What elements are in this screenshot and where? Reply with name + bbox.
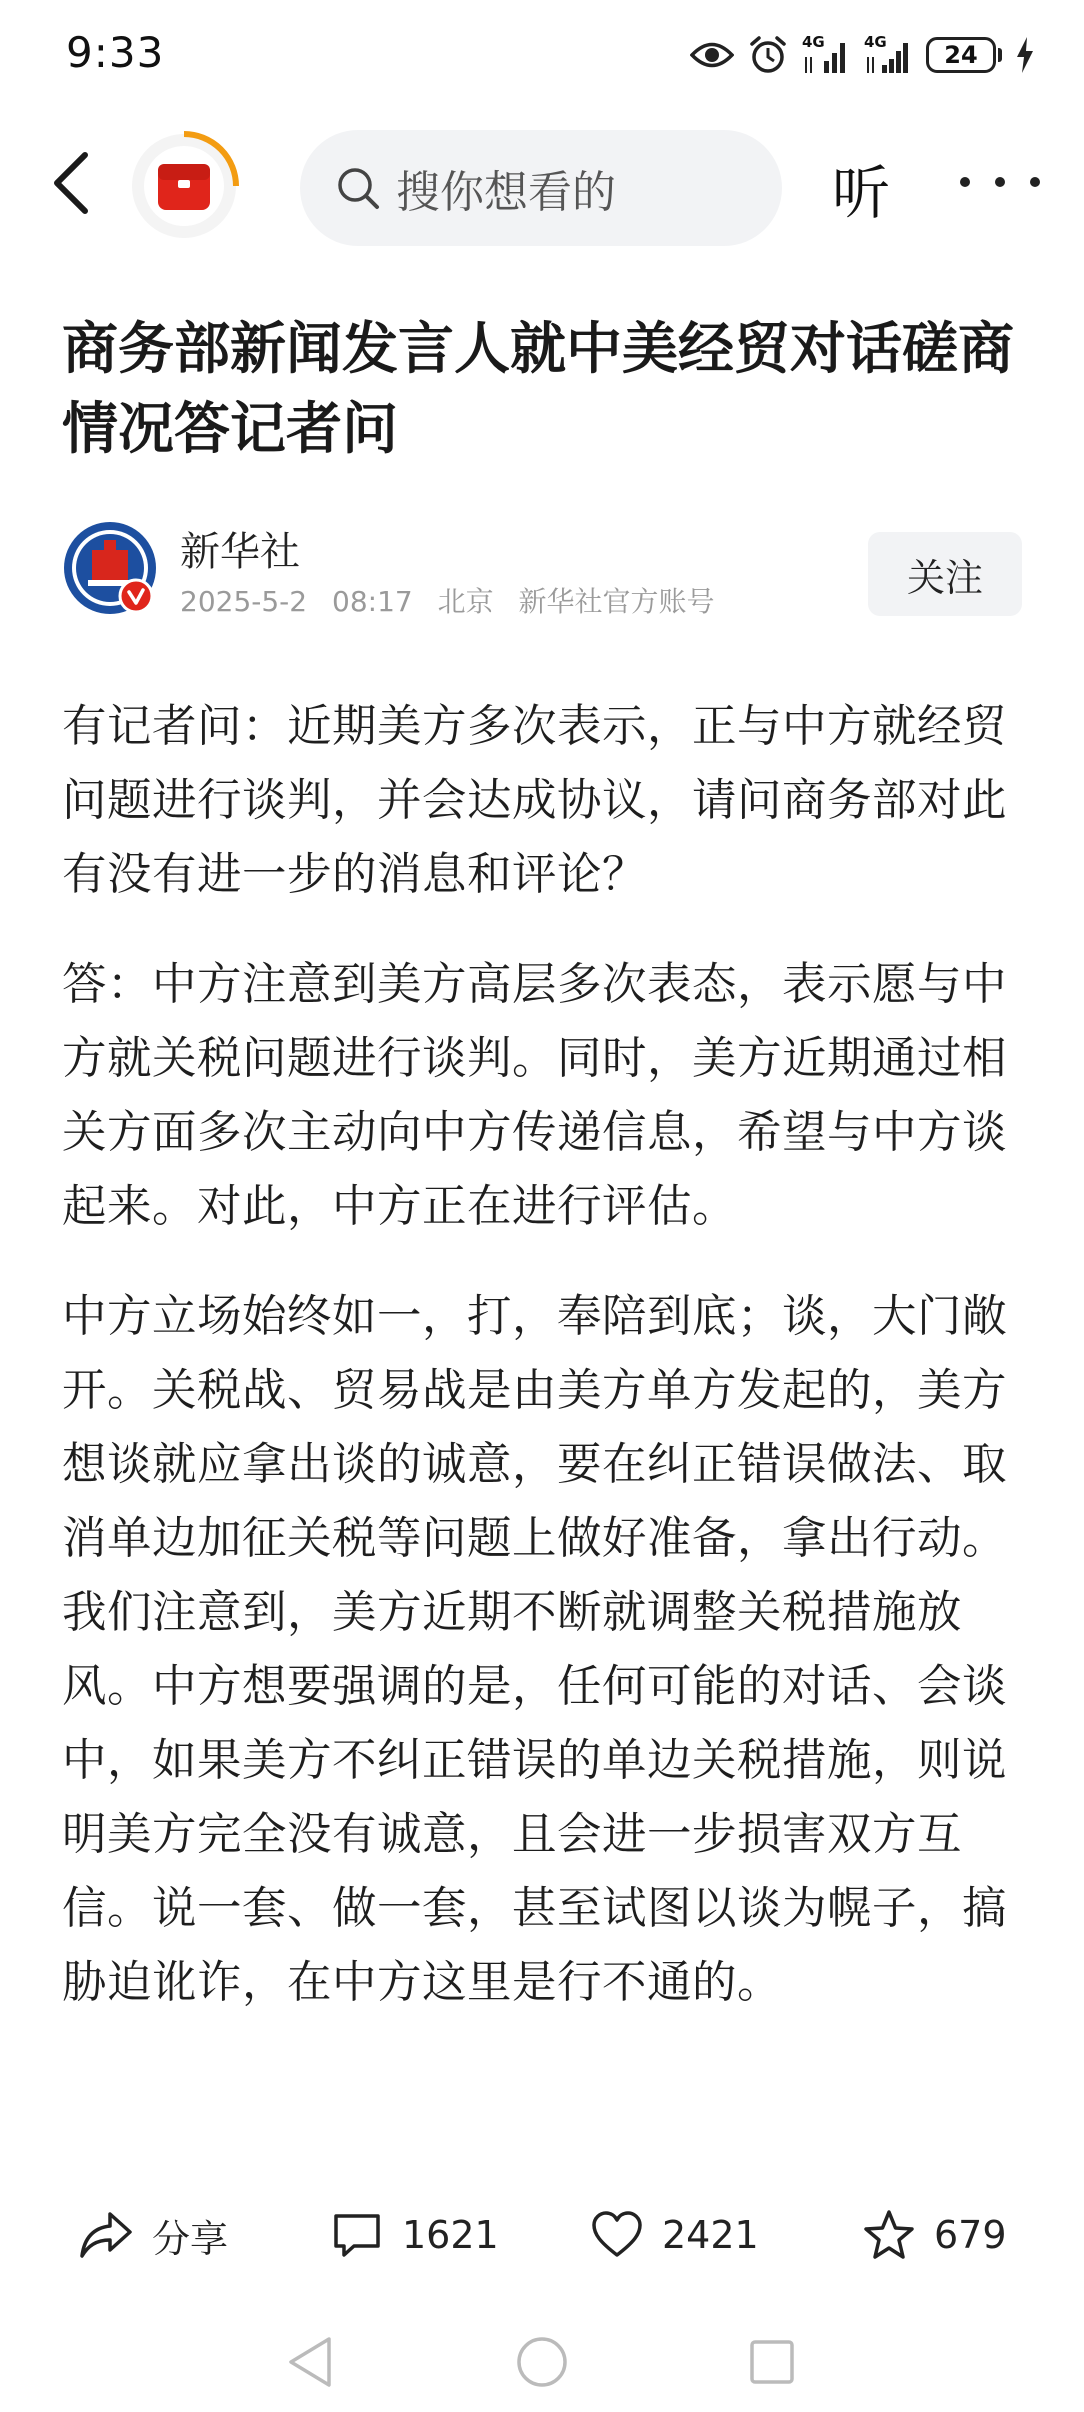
more-dots-icon[interactable] <box>960 146 1040 218</box>
share-button[interactable] <box>78 2190 228 2280</box>
signal-icon <box>802 33 850 77</box>
network-type-label: 4G <box>802 33 825 51</box>
author-name[interactable]: 新华社 <box>180 529 300 575</box>
listen-button[interactable]: 听 <box>832 159 891 227</box>
star-icon <box>862 2209 916 2261</box>
like-count: 2421 <box>662 2213 759 2257</box>
article-title: 商务部新闻发言人就中美经贸对话磋商情况答记者问 <box>62 317 1014 462</box>
follow-button[interactable]: 关注 <box>868 532 1022 616</box>
favorite-count: 679 <box>934 2213 1007 2257</box>
battery-indicator <box>926 37 1002 73</box>
article-paragraph: 有记者问：近期美方多次表示，正与中方就经贸问题进行谈判，并会达成协议，请问商务部对此有没有进一步的消息和评论？ <box>62 701 1008 900</box>
nav-recents-button[interactable] <box>742 2332 802 2392</box>
status-time: 9:33 <box>66 28 165 77</box>
comment-count: 1621 <box>402 2213 499 2257</box>
article-paragraph: 答：中方注意到美方高层多次表态，表示愿与中方就关税问题进行谈判。同时，美方近期通过相关方面多次主动向中方传递信息，希望与中方谈起来。对此，中方正在进行评估。 <box>62 959 1008 1232</box>
signal-icon <box>864 33 912 77</box>
share-icon <box>78 2210 134 2260</box>
nav-home-button[interactable] <box>512 2332 572 2392</box>
share-label: 分享 <box>152 2216 229 2261</box>
nav-back-button[interactable] <box>280 2332 340 2392</box>
app-logo-icon[interactable] <box>128 130 240 242</box>
search-icon <box>336 166 380 210</box>
alarm-icon <box>748 35 788 75</box>
comment-icon <box>330 2210 384 2260</box>
battery-level: 24 <box>926 37 996 73</box>
author-row <box>62 520 1022 624</box>
publish-location: 北京 <box>437 585 494 618</box>
back-arrow-icon <box>51 151 91 215</box>
network-type-label: 4G <box>864 33 887 51</box>
heart-icon <box>590 2210 644 2260</box>
comment-button[interactable] <box>330 2190 499 2280</box>
square-recents-icon <box>746 2336 798 2388</box>
search-input[interactable] <box>300 130 782 246</box>
triangle-back-icon <box>285 2335 335 2389</box>
article-paragraph: 中方立场始终如一，打，奉陪到底；谈，大门敞开。关税战、贸易战是由美方单方发起的，美方想谈就应拿出谈的诚意，要在纠正错误做法、取消单边加征关税等问题上做好准备，拿出行动。我们注意到，美方近期不断就调整关税措施放风。中方想要强调的是，任何可能的对话、会谈中，如果美方不纠正错误的单边关税措施，则说明美方完全没有诚意，且会进一步损害双方互信。说一套、做一套，甚至试图以谈为幌子，搞胁迫讹诈，在中方这里是行不通的。 <box>62 1291 1008 2008</box>
eye-icon <box>690 40 734 70</box>
account-type: 新华社官方账号 <box>518 585 715 618</box>
publish-time: 08:17 <box>332 585 413 618</box>
author-avatar[interactable] <box>62 520 158 616</box>
status-bar <box>0 0 1084 110</box>
signal-2 <box>864 33 912 77</box>
author-meta <box>180 580 731 620</box>
back-button[interactable] <box>36 148 106 218</box>
circle-home-icon <box>514 2334 570 2390</box>
charging-icon <box>1016 37 1034 73</box>
like-button[interactable] <box>590 2190 759 2280</box>
favorite-button[interactable] <box>862 2190 1007 2280</box>
app-header <box>0 118 1084 258</box>
signal-1 <box>802 33 850 77</box>
search-placeholder: 搜你想看的 <box>396 167 616 218</box>
system-nav-bar <box>0 2310 1084 2410</box>
publish-date: 2025-5-2 <box>180 585 308 618</box>
action-bar <box>0 2190 1084 2280</box>
status-icons <box>690 30 1034 80</box>
article-body <box>62 690 1024 2056</box>
